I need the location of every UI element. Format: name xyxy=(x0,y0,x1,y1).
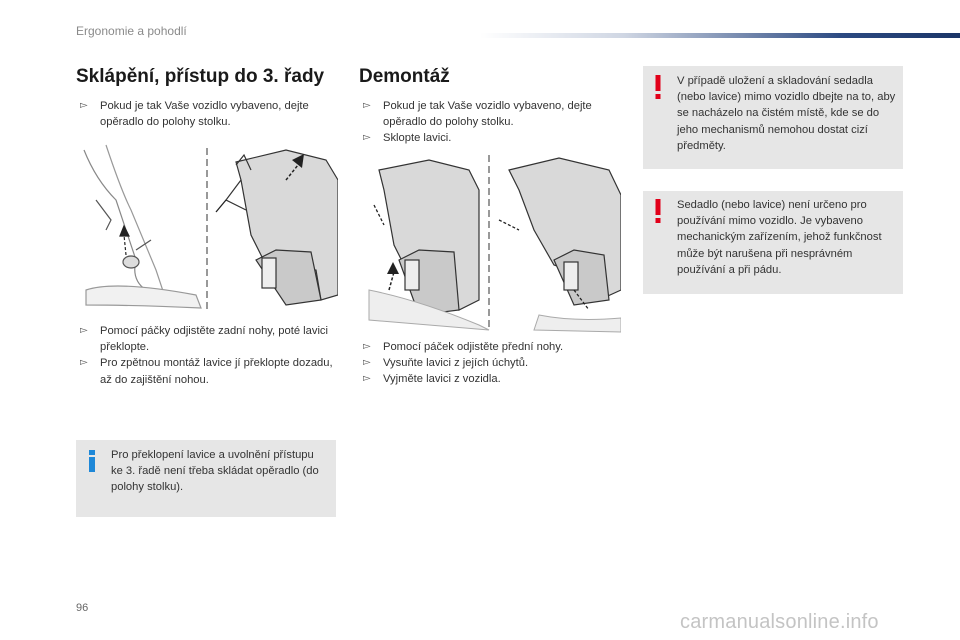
exclamation-icon xyxy=(654,199,662,223)
list-item xyxy=(361,339,623,355)
info-icon xyxy=(86,450,98,472)
section-header: Ergonomie a pohodlí xyxy=(76,24,187,38)
triangle-bullet-icon: ▻ xyxy=(363,132,371,144)
list-item xyxy=(361,130,623,146)
bullet-text: Pokud je tak Vaše vozidlo vybaveno, dejte opěradlo do polohy stolku. xyxy=(383,100,592,129)
triangle-bullet-icon: ▻ xyxy=(80,100,88,111)
triangle-bullet-icon: ▻ xyxy=(363,100,371,111)
bullet-text: Sklopte lavici. xyxy=(383,132,452,145)
left-bottom-bullets xyxy=(78,323,340,388)
list-item xyxy=(361,98,623,130)
bullet-text: Pro zpětnou montáž lavice jí překlopte dozadu, až do zajištění nohou. xyxy=(100,357,333,386)
info-box xyxy=(76,440,336,517)
list-item xyxy=(78,355,340,387)
warning-box-storage xyxy=(643,66,903,169)
bullet-text: Vyjměte lavici z vozidla. xyxy=(383,373,501,386)
warning-box-usage xyxy=(643,191,903,294)
header-gradient-bar xyxy=(480,33,960,38)
triangle-bullet-icon: ▻ xyxy=(80,357,88,369)
info-text: Pro překlopení lavice a uvolnění přístupu ke 3. řadě není třeba skládat opěradlo (do polohy stolku). xyxy=(111,449,319,494)
title-folding-access: Sklápění, přístup do 3. řady xyxy=(76,66,325,87)
list-item xyxy=(78,98,340,130)
watermark: carmanualsonline.info xyxy=(680,611,879,633)
list-item xyxy=(78,323,340,355)
page-number: 96 xyxy=(76,602,89,614)
left-top-bullets xyxy=(78,98,340,130)
exclamation-icon xyxy=(654,75,662,99)
bullet-text: Pokud je tak Vaše vozidlo vybaveno, dejte opěradlo do polohy stolku. xyxy=(100,100,309,129)
middle-bottom-bullets xyxy=(361,339,623,388)
illustration-bench-folding xyxy=(76,140,338,318)
bullet-text: Pomocí páček odjistěte přední nohy. xyxy=(383,341,564,353)
warning-text: V případě uložení a skladování sedadla (nebo lavice) mimo vozidlo dbejte na to, aby se nacházelo na čistém místě, kde se do jeho mechanismů nemohou dostat cizí předměty. xyxy=(677,75,896,152)
triangle-bullet-icon: ▻ xyxy=(363,373,371,385)
middle-top-bullets xyxy=(361,98,623,147)
triangle-bullet-icon: ▻ xyxy=(363,341,371,352)
illustration-bench-removal xyxy=(359,150,621,335)
triangle-bullet-icon: ▻ xyxy=(80,325,88,336)
warning-text: Sedadlo (nebo lavice) není určeno pro používání mimo vozidlo. Je vybaveno mechanickým zařízením, jehož funkčnost může být narušena při nesprávném používání a při pádu. xyxy=(677,199,882,276)
bullet-text: Pomocí páčky odjistěte zadní nohy, poté lavici překlopte. xyxy=(100,325,329,354)
triangle-bullet-icon: ▻ xyxy=(363,357,371,369)
title-removal: Demontáž xyxy=(359,66,450,87)
list-item xyxy=(361,371,623,387)
bullet-text: Vysuňte lavici z jejích úchytů. xyxy=(383,357,529,370)
list-item xyxy=(361,355,623,371)
